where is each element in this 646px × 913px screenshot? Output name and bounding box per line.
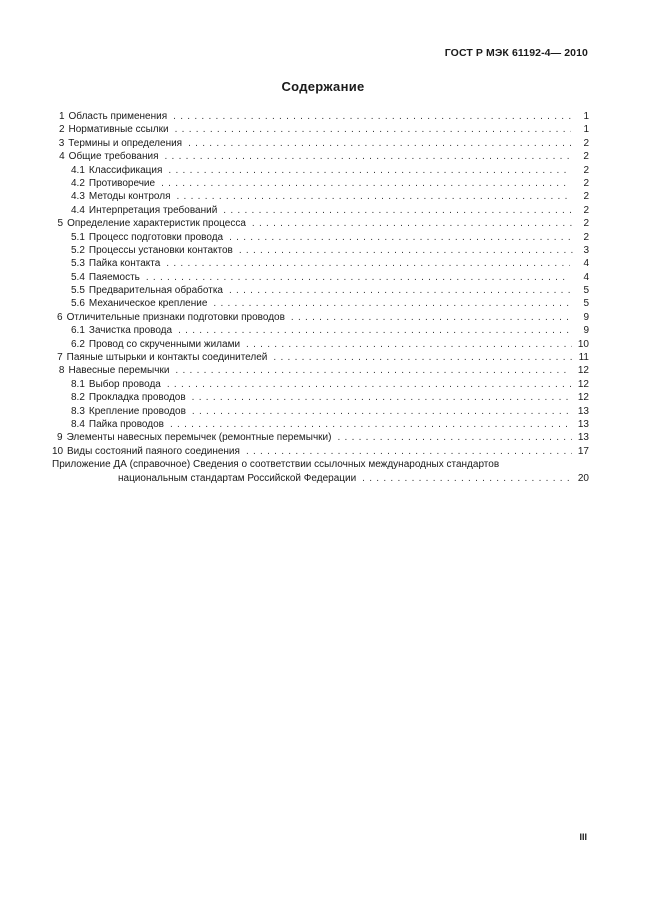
- toc-entry-text: Классификация: [88, 164, 163, 176]
- toc-entry-page: 1: [583, 124, 589, 136]
- dot-leader: [229, 231, 572, 244]
- toc-entry[interactable]: [52, 123, 589, 136]
- toc-entry-text: Прокладка проводов: [88, 392, 186, 404]
- toc-entry-page: 20: [577, 472, 589, 484]
- toc-entry[interactable]: [52, 364, 589, 377]
- toc-entry[interactable]: [52, 271, 589, 284]
- toc-entry-text: Отличительные признаки подготовки проводов: [66, 311, 285, 323]
- dot-leader: [175, 364, 570, 377]
- dot-leader: [170, 418, 571, 431]
- toc-entry[interactable]: [52, 137, 589, 150]
- toc-entry-text: Общие требования: [68, 151, 159, 163]
- toc-entry[interactable]: [52, 284, 589, 297]
- dot-leader: [167, 378, 571, 391]
- toc-entry-number: 4.4: [71, 204, 85, 216]
- toc-entry-text: Виды состояний паяного соединения: [67, 445, 240, 457]
- toc-entry[interactable]: [52, 391, 589, 404]
- toc-entry[interactable]: [52, 231, 589, 244]
- toc-entry-number: 5.4: [71, 271, 85, 283]
- toc-entry-page: 4: [583, 258, 589, 270]
- toc-entry-text: Паяные штырьки и контакты соединителей: [66, 352, 268, 364]
- table-of-contents: [52, 110, 589, 485]
- toc-entry-appendix[interactable]: [52, 458, 589, 471]
- toc-entry-text: Интерпретация требований: [88, 204, 218, 216]
- toc-entry[interactable]: [52, 217, 589, 230]
- toc-entry-number: 1: [58, 111, 65, 122]
- dot-leader: [223, 204, 572, 217]
- dot-leader: [165, 150, 571, 163]
- toc-entry-page: 3: [583, 244, 589, 256]
- toc-entry[interactable]: [52, 418, 589, 431]
- toc-entry-page: 17: [577, 445, 589, 457]
- toc-entry-page: 2: [583, 231, 589, 243]
- dot-leader: [273, 351, 572, 364]
- toc-entry-page: 2: [583, 218, 589, 230]
- toc-entry-text: Процесс подготовки провода: [88, 231, 224, 243]
- toc-entry-number: 5.2: [71, 244, 85, 256]
- toc-entry-page: 2: [583, 204, 589, 216]
- toc-entry-number: 9: [57, 432, 63, 444]
- toc-entry-number: 8: [58, 365, 65, 377]
- page-number: III: [579, 832, 587, 842]
- toc-entry-page: 2: [583, 151, 589, 163]
- toc-entry[interactable]: [52, 351, 589, 364]
- toc-entry-page: 1: [583, 111, 589, 122]
- toc-entry[interactable]: [52, 150, 589, 163]
- dot-leader: [246, 445, 572, 458]
- toc-entry[interactable]: [52, 244, 589, 257]
- dot-leader: [188, 137, 571, 150]
- toc-entry-page: 12: [577, 365, 589, 377]
- toc-entry-page: 2: [583, 191, 589, 203]
- toc-entry-number: 5.1: [71, 231, 85, 243]
- toc-entry[interactable]: [52, 378, 589, 391]
- toc-entry-number: 8.3: [71, 405, 85, 417]
- toc-entry-page: 13: [577, 418, 589, 430]
- dot-leader: [246, 338, 572, 351]
- dot-leader: [337, 431, 571, 444]
- dot-leader: [146, 271, 570, 284]
- dot-leader: [168, 164, 570, 177]
- dot-leader: [229, 284, 572, 297]
- toc-entry-text: Методы контроля: [88, 191, 171, 203]
- toc-entry[interactable]: [52, 445, 589, 458]
- toc-entry[interactable]: [52, 110, 589, 123]
- dot-leader: [213, 297, 572, 310]
- toc-entry-number: 4.1: [71, 164, 85, 176]
- dot-leader: [291, 311, 574, 324]
- toc-entry-text: Процессы установки контактов: [88, 244, 233, 256]
- toc-entry-number: 8.2: [71, 392, 85, 404]
- toc-entry-text: Пайка контакта: [88, 258, 161, 270]
- toc-entry-text: Нормативные ссылки: [68, 124, 169, 136]
- toc-entry-page: 5: [583, 298, 589, 310]
- toc-entry[interactable]: [52, 297, 589, 310]
- dot-leader: [166, 257, 570, 270]
- toc-entry-text: Область применения: [68, 111, 168, 122]
- toc-entry-text: Зачистка провода: [88, 325, 173, 337]
- toc-entry[interactable]: [52, 338, 589, 351]
- toc-entry-number: 3: [58, 137, 65, 149]
- toc-entry-page: 12: [577, 378, 589, 390]
- toc-entry-number: 4.3: [71, 191, 85, 203]
- toc-entry-page: 9: [583, 311, 589, 323]
- toc-entry-number: 10: [52, 445, 64, 457]
- dot-leader: [161, 177, 570, 190]
- toc-entry-page: 4: [583, 271, 589, 283]
- toc-entry-text: Пайка проводов: [88, 418, 164, 430]
- toc-entry[interactable]: [52, 431, 589, 444]
- toc-entry-page: 10: [577, 338, 589, 350]
- toc-entry-text: Механическое крепление: [88, 298, 208, 310]
- toc-entry-number: 8.1: [71, 378, 85, 390]
- toc-entry-number: 5.3: [71, 258, 85, 270]
- dot-leader: [252, 217, 573, 230]
- toc-entry[interactable]: [52, 177, 589, 190]
- toc-entry-page: 2: [583, 177, 589, 189]
- toc-entry[interactable]: [52, 311, 589, 324]
- toc-entry-number: 6.1: [71, 325, 85, 337]
- toc-entry[interactable]: [52, 324, 589, 337]
- dot-leader: [192, 391, 572, 404]
- page-title: Содержание: [281, 79, 365, 94]
- toc-entry-number: 6.2: [71, 338, 85, 350]
- toc-entry-text: национальным стандартам Российской Федерации: [118, 472, 357, 484]
- dot-leader: [177, 190, 571, 203]
- toc-entry-number: 4: [59, 151, 65, 163]
- dot-leader: [175, 123, 571, 136]
- toc-entry[interactable]: [52, 204, 589, 217]
- dot-leader: [239, 244, 573, 257]
- toc-entry-appendix-continued[interactable]: [52, 472, 589, 485]
- dot-leader: [362, 472, 572, 485]
- toc-entry-page: 13: [577, 405, 589, 417]
- toc-entry-text: Крепление проводов: [88, 405, 186, 417]
- toc-entry-number: 6: [57, 311, 63, 323]
- toc-entry-page: 2: [583, 137, 589, 149]
- toc-entry-number: 7: [57, 352, 63, 364]
- toc-entry-number: 2: [58, 124, 65, 136]
- toc-entry-page: 12: [577, 392, 589, 404]
- dot-leader: [178, 324, 571, 337]
- toc-entry-text: Паяемость: [88, 271, 140, 283]
- toc-entry-number: 8.4: [71, 418, 85, 430]
- document-code: ГОСТ Р МЭК 61192-4— 2010: [444, 47, 588, 59]
- toc-entry-text: Навесные перемычки: [68, 365, 170, 377]
- toc-entry-number: 5.5: [71, 285, 85, 297]
- toc-entry-text: Определение характеристик процесса: [67, 218, 246, 230]
- toc-entry-number: 5: [57, 218, 64, 230]
- toc-entry-text: Противоречие: [88, 177, 156, 189]
- toc-entry-text: Приложение ДА (справочное) Сведения о соответствии ссылочных международных стандартов: [52, 459, 500, 471]
- toc-entry-page: 13: [577, 432, 589, 444]
- toc-entry-page: 11: [578, 352, 589, 364]
- toc-entry[interactable]: [52, 164, 589, 177]
- toc-entry-page: 9: [583, 325, 589, 337]
- toc-entry-number: 5.6: [71, 298, 85, 310]
- toc-entry-text: Элементы навесных перемычек (ремонтные перемычки): [66, 432, 332, 444]
- toc-entry[interactable]: [52, 190, 589, 203]
- toc-entry[interactable]: [52, 405, 589, 418]
- toc-entry-text: Выбор провода: [88, 378, 161, 390]
- toc-entry[interactable]: [52, 257, 589, 270]
- toc-entry-page: 2: [583, 164, 589, 176]
- toc-entry-page: 5: [583, 285, 589, 297]
- toc-entry-text: Провод со скрученными жилами: [88, 338, 241, 350]
- toc-entry-text: Термины и определения: [68, 137, 183, 149]
- dot-leader: [173, 110, 571, 123]
- toc-entry-number: 4.2: [71, 177, 85, 189]
- dot-leader: [192, 405, 571, 418]
- toc-entry-text: Предварительная обработка: [88, 285, 223, 297]
